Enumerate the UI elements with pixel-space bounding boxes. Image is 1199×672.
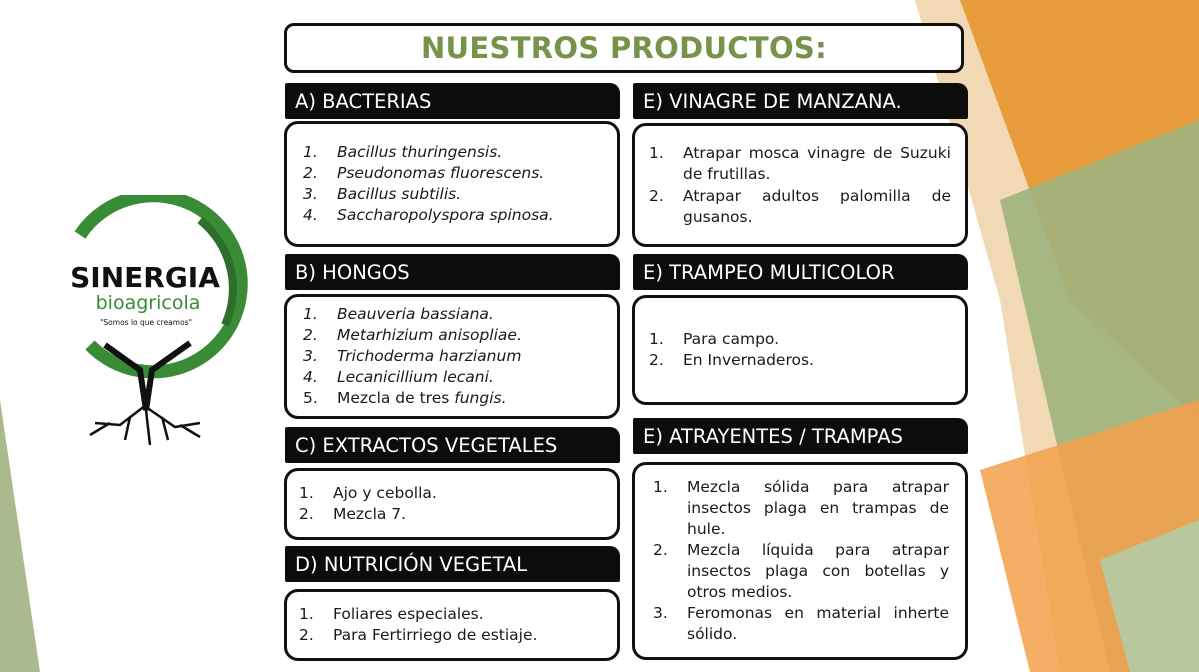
section-box-atrayentes xyxy=(632,462,968,660)
section-header-hongos xyxy=(285,254,620,290)
logo-tagline-text: "Somos lo que creamos" xyxy=(99,318,193,327)
list-item: 4. Saccharopolyspora spinosa. xyxy=(303,206,554,224)
section-title: B) HONGOS xyxy=(295,260,410,284)
section-header-vinagre xyxy=(633,83,968,119)
list-item: 3. Bacillus subtilis. xyxy=(303,185,462,203)
list-item: 3. Feromonas en material inherte sólido. xyxy=(653,604,949,643)
list-item: 2. En Invernaderos. xyxy=(649,351,814,369)
bg-left-green-shape xyxy=(0,400,40,672)
list-item: 1. Foliares especiales. xyxy=(299,605,484,623)
logo-brand-text: SINERGIA xyxy=(70,261,220,294)
section-header-trampeo xyxy=(633,254,968,290)
list-item: 1. Bacillus thuringensis. xyxy=(303,143,503,161)
page-title-box xyxy=(284,23,964,73)
list-item: 1. Para campo. xyxy=(649,330,780,348)
section-title: D) NUTRICIÓN VEGETAL xyxy=(295,552,528,576)
section-box-nutricion xyxy=(284,589,620,661)
section-box-extractos xyxy=(284,468,620,540)
section-title: C) EXTRACTOS VEGETALES xyxy=(295,433,558,457)
list-item: 4. Lecanicillium lecani. xyxy=(303,368,494,386)
list-item: 1. Atrapar mosca vinagre de Suzuki de frutillas. xyxy=(649,143,951,183)
section-header-nutricion xyxy=(285,546,620,582)
section-box-bacterias xyxy=(284,121,620,247)
logo-sub-text: bioagricola xyxy=(95,292,201,314)
section-header-bacterias xyxy=(285,83,620,119)
list-item: 3. Trichoderma harzianum xyxy=(303,347,522,365)
list-item: 1. Mezcla sólida para atrapar insectos plaga en trampas de hule. xyxy=(653,478,949,538)
list-item: 2. Metarhizium anisopliae. xyxy=(303,326,522,344)
list-item: 2. Para Fertirriego de estiaje. xyxy=(299,626,538,644)
section-box-trampeo xyxy=(632,295,968,405)
section-title: E) ATRAYENTES / TRAMPAS xyxy=(643,424,903,448)
sinergia-logo xyxy=(50,195,250,460)
section-title: E) VINAGRE DE MANZANA. xyxy=(643,89,902,113)
section-header-extractos xyxy=(285,427,620,463)
section-title: E) TRAMPEO MULTICOLOR xyxy=(643,260,895,284)
section-box-vinagre xyxy=(632,123,968,247)
list-item: 2. Pseudonomas fluorescens. xyxy=(303,164,545,182)
section-box-hongos xyxy=(284,294,620,419)
list-item: 2. Mezcla líquida para atrapar insectos plaga con botellas y otros medios. xyxy=(653,541,949,601)
list-item: 1. Beauveria bassiana. xyxy=(303,305,494,323)
list-item: 1. Ajo y cebolla. xyxy=(299,484,437,502)
logo-tree-roots xyxy=(90,405,200,445)
list-item: 2. Mezcla 7. xyxy=(299,505,407,523)
page-title: NUESTROS PRODUCTOS: xyxy=(420,31,828,65)
list-item: 5. Mezcla de tres fungis. xyxy=(303,389,507,407)
list-item: 2. Atrapar adultos palomilla de gusanos. xyxy=(649,186,951,226)
section-title: A) BACTERIAS xyxy=(295,89,432,113)
section-header-atrayentes xyxy=(633,418,968,454)
